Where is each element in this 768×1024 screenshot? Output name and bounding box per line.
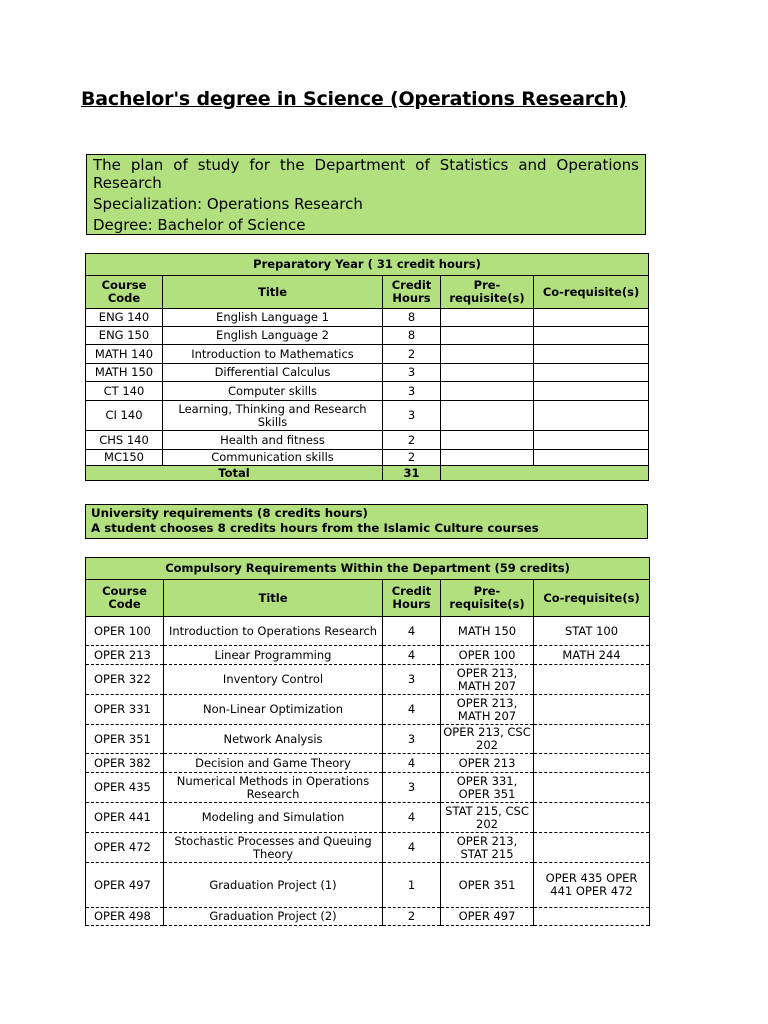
course-title-cell: Computer skills <box>163 382 383 401</box>
table-row <box>86 382 649 401</box>
credit-hours-cell: 2 <box>383 908 441 926</box>
prerequisite-cell <box>441 327 534 345</box>
credit-hours-cell: 3 <box>383 364 441 382</box>
university-requirements-box <box>85 504 648 539</box>
table-row <box>86 309 649 327</box>
credit-hours-cell: 3 <box>383 773 441 803</box>
corequisite-cell <box>534 908 650 926</box>
table-row <box>86 327 649 345</box>
corequisite-cell <box>534 665 650 695</box>
header-title: Title <box>163 276 383 309</box>
course-code-cell: OPER 100 <box>86 617 164 646</box>
table-row <box>86 364 649 382</box>
header-credit-hours: Credit Hours <box>383 276 441 309</box>
table-row <box>86 431 649 450</box>
table-row <box>86 803 650 833</box>
university-requirements-title: University requirements (8 credits hours) <box>91 506 368 520</box>
table-row <box>86 617 650 646</box>
table-row <box>86 725 650 754</box>
credit-hours-cell: 3 <box>383 382 441 401</box>
total-empty-cell <box>441 466 649 481</box>
course-code-cell: OPER 498 <box>86 908 164 926</box>
course-code-cell: OPER 322 <box>86 665 164 695</box>
course-title-cell: English Language 2 <box>163 327 383 345</box>
plan-specialization: Specialization: Operations Research <box>93 195 363 213</box>
corequisite-cell <box>534 382 649 401</box>
prerequisite-cell: OPER 331, OPER 351 <box>441 773 534 803</box>
course-code-cell: CI 140 <box>86 401 163 431</box>
header-title: Title <box>164 580 383 617</box>
corequisite-cell <box>534 754 650 773</box>
table-row <box>86 665 650 695</box>
university-requirements-note: A student chooses 8 credits hours from the Islamic Culture courses <box>91 521 539 535</box>
corequisite-cell <box>534 327 649 345</box>
compulsory-heading: Compulsory Requirements Within the Department (59 credits) <box>86 558 650 580</box>
credit-hours-cell: 8 <box>383 327 441 345</box>
credit-hours-cell: 2 <box>383 431 441 450</box>
course-title-cell: English Language 1 <box>163 309 383 327</box>
credit-hours-cell: 4 <box>383 833 441 863</box>
course-code-cell: OPER 213 <box>86 646 164 665</box>
course-title-cell: Introduction to Operations Research <box>164 617 383 646</box>
course-title-cell: Differential Calculus <box>163 364 383 382</box>
table-row <box>86 401 649 431</box>
header-corequisites: Co-requisite(s) <box>534 276 649 309</box>
corequisite-cell <box>534 803 650 833</box>
table-row <box>86 345 649 364</box>
prerequisite-cell <box>441 364 534 382</box>
prerequisite-cell: OPER 213, MATH 207 <box>441 695 534 725</box>
header-course-code: Course Code <box>86 276 163 309</box>
table-row <box>86 773 650 803</box>
course-code-cell: OPER 382 <box>86 754 164 773</box>
course-title-cell: Linear Programming <box>164 646 383 665</box>
course-code-cell: ENG 150 <box>86 327 163 345</box>
course-title-cell: Non-Linear Optimization <box>164 695 383 725</box>
table-row <box>86 646 650 665</box>
credit-hours-cell: 4 <box>383 695 441 725</box>
corequisite-cell <box>534 450 649 466</box>
course-code-cell: OPER 435 <box>86 773 164 803</box>
course-title-cell: Numerical Methods in Operations Research <box>164 773 383 803</box>
page-title: Bachelor's degree in Science (Operations Research) <box>81 88 627 110</box>
table-row <box>86 450 649 466</box>
header-prerequisites: Pre-requisite(s) <box>441 580 534 617</box>
table-row <box>86 754 650 773</box>
prerequisite-cell: OPER 213, CSC 202 <box>441 725 534 754</box>
plan-degree: Degree: Bachelor of Science <box>93 216 306 234</box>
course-code-cell: MATH 140 <box>86 345 163 364</box>
table-row <box>86 695 650 725</box>
prerequisite-cell <box>441 382 534 401</box>
prerequisite-cell: OPER 213, STAT 215 <box>441 833 534 863</box>
course-code-cell: OPER 497 <box>86 863 164 908</box>
corequisite-cell: OPER 435 OPER 441 OPER 472 <box>534 863 650 908</box>
credit-hours-cell: 4 <box>383 617 441 646</box>
header-course-code: Course Code <box>86 580 164 617</box>
header-prerequisites: Pre-requisite(s) <box>441 276 534 309</box>
course-title-cell: Decision and Game Theory <box>164 754 383 773</box>
table-row <box>86 863 650 908</box>
course-title-cell: Graduation Project (2) <box>164 908 383 926</box>
corequisite-cell <box>534 773 650 803</box>
course-code-cell: CT 140 <box>86 382 163 401</box>
course-code-cell: CHS 140 <box>86 431 163 450</box>
plan-info-box <box>86 154 646 235</box>
corequisite-cell <box>534 431 649 450</box>
course-title-cell: Introduction to Mathematics <box>163 345 383 364</box>
prerequisite-cell: OPER 213, MATH 207 <box>441 665 534 695</box>
credit-hours-cell: 3 <box>383 665 441 695</box>
credit-hours-cell: 4 <box>383 646 441 665</box>
total-label: Total <box>86 466 383 481</box>
course-code-cell: OPER 331 <box>86 695 164 725</box>
credit-hours-cell: 2 <box>383 450 441 466</box>
course-title-cell: Graduation Project (1) <box>164 863 383 908</box>
corequisite-cell <box>534 695 650 725</box>
prerequisite-cell: OPER 351 <box>441 863 534 908</box>
course-code-cell: MATH 150 <box>86 364 163 382</box>
course-title-cell: Modeling and Simulation <box>164 803 383 833</box>
credit-hours-cell: 3 <box>383 401 441 431</box>
credit-hours-cell: 4 <box>383 803 441 833</box>
table-row <box>86 833 650 863</box>
table-row <box>86 908 650 926</box>
header-corequisites: Co-requisite(s) <box>534 580 650 617</box>
prerequisite-cell <box>441 450 534 466</box>
course-code-cell: MC150 <box>86 450 163 466</box>
preparatory-year-table <box>85 253 649 481</box>
total-value: 31 <box>383 466 441 481</box>
course-title-cell: Learning, Thinking and Research Skills <box>163 401 383 431</box>
credit-hours-cell: 8 <box>383 309 441 327</box>
prerequisite-cell: OPER 497 <box>441 908 534 926</box>
credit-hours-cell: 2 <box>383 345 441 364</box>
corequisite-cell: STAT 100 <box>534 617 650 646</box>
prerequisite-cell: STAT 215, CSC 202 <box>441 803 534 833</box>
corequisite-cell <box>534 401 649 431</box>
course-title-cell: Network Analysis <box>164 725 383 754</box>
course-title-cell: Communication skills <box>163 450 383 466</box>
course-title-cell: Inventory Control <box>164 665 383 695</box>
credit-hours-cell: 4 <box>383 754 441 773</box>
corequisite-cell <box>534 309 649 327</box>
plan-description: The plan of study for the Department of Statistics and Operations Research <box>93 156 639 192</box>
course-code-cell: ENG 140 <box>86 309 163 327</box>
course-title-cell: Health and fitness <box>163 431 383 450</box>
prerequisite-cell <box>441 345 534 364</box>
prerequisite-cell <box>441 401 534 431</box>
prerequisite-cell: MATH 150 <box>441 617 534 646</box>
prerequisite-cell <box>441 431 534 450</box>
course-code-cell: OPER 351 <box>86 725 164 754</box>
corequisite-cell <box>534 345 649 364</box>
compulsory-requirements-table <box>85 557 650 926</box>
corequisite-cell: MATH 244 <box>534 646 650 665</box>
corequisite-cell <box>534 725 650 754</box>
course-title-cell: Stochastic Processes and Queuing Theory <box>164 833 383 863</box>
prerequisite-cell: OPER 100 <box>441 646 534 665</box>
credit-hours-cell: 3 <box>383 725 441 754</box>
corequisite-cell <box>534 364 649 382</box>
course-code-cell: OPER 441 <box>86 803 164 833</box>
course-code-cell: OPER 472 <box>86 833 164 863</box>
corequisite-cell <box>534 833 650 863</box>
credit-hours-cell: 1 <box>383 863 441 908</box>
prerequisite-cell <box>441 309 534 327</box>
prerequisite-cell: OPER 213 <box>441 754 534 773</box>
preparatory-heading: Preparatory Year ( 31 credit hours) <box>86 254 649 276</box>
header-credit-hours: Credit Hours <box>383 580 441 617</box>
